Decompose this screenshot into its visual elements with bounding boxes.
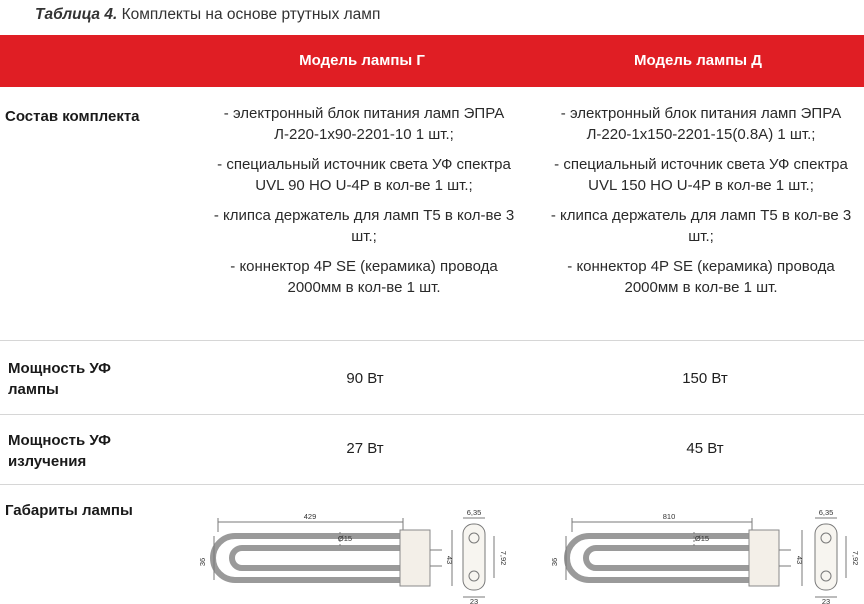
dim-pin-h-g: 7,92 (499, 550, 508, 566)
kit-list-g (205, 103, 523, 307)
table-header (0, 35, 864, 87)
dim-length-g: 429 (303, 512, 317, 521)
lamp-drawing-g (190, 508, 510, 604)
kit-item-g-2: - специальный источник света УФ спектра UVL 90 HO U-4P в кол-ве 1 шт.; (217, 156, 511, 194)
lamp-drawing-d (544, 508, 864, 604)
power-d: 150 Вт (682, 370, 728, 387)
caption-label: Таблица 4. (35, 6, 118, 23)
dim-bottom-d: 23 (821, 597, 831, 604)
dim-pin-w-g: 6,35 (466, 508, 482, 517)
power-g: 90 Вт (346, 370, 384, 387)
kit-item-g-4: - коннектор 4P SE (керамика) провода 2000мм в кол-ве 1 шт. (230, 258, 498, 296)
row-divider (0, 484, 864, 485)
dim-bottom-g: 23 (469, 597, 479, 604)
kit-item-d-4: - коннектор 4P SE (керамика) провода 2000мм в кол-ве 1 шт. (567, 258, 835, 296)
dim-diameter-d: Ø15 (694, 534, 710, 543)
caption-text: Комплекты на основе ртутных ламп (117, 6, 381, 23)
row-divider (0, 414, 864, 415)
header-model-g: Модель лампы Г (299, 52, 425, 69)
radiation-d: 45 Вт (686, 440, 724, 457)
row-label-radiation: Мощность УФ излучения (8, 432, 111, 470)
dim-height-g: 36 (198, 557, 207, 567)
header-model-d: Модель лампы Д (634, 52, 762, 69)
dim-length-d: 810 (662, 512, 676, 521)
row-label-dims: Габариты лампы (5, 502, 133, 519)
row-label-kit: Состав комплекта (5, 108, 140, 125)
dim-diameter-g: Ø15 (337, 534, 353, 543)
row-divider (0, 340, 864, 341)
dim-pin-w-d: 6,35 (818, 508, 834, 517)
kit-item-d-1: - электронный блок питания ламп ЭПРА Л-220-1х150-2201-15(0.8А) 1 шт.; (560, 105, 842, 143)
kit-item-d-2: - специальный источник света УФ спектра UVL 150 HO U-4P в кол-ве 1 шт.; (554, 156, 848, 194)
kit-list-d (538, 103, 864, 307)
dim-base-g: 43 (445, 555, 454, 565)
kit-item-g-3: - клипса держатель для ламп Т5 в кол-ве 3 шт.; (213, 207, 515, 245)
dim-base-d: 43 (795, 555, 804, 565)
radiation-g: 27 Вт (346, 440, 384, 457)
dim-height-d: 36 (550, 557, 559, 567)
kit-item-d-3: - клипса держатель для ламп Т5 в кол-ве 3 шт.; (550, 207, 852, 245)
table-caption (35, 6, 380, 24)
kit-item-g-1: - электронный блок питания ламп ЭПРА Л-220-1х90-2201-10 1 шт.; (223, 105, 505, 143)
dim-pin-h-d: 7,92 (851, 550, 860, 566)
row-label-power: Мощность УФ лампы (8, 360, 111, 398)
